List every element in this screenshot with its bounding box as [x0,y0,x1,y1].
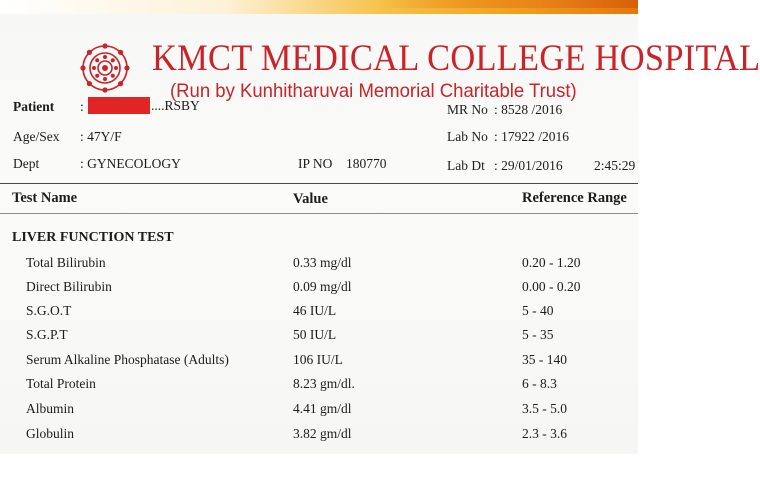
table-row [0,401,638,425]
ip-no-label: IP NO [298,156,333,171]
table-row [0,327,638,351]
test-range: 35 - 140 [522,352,567,367]
test-name: Albumin [26,401,75,416]
section-title: LIVER FUNCTION TEST [12,230,174,245]
mr-no-label: MR No [447,102,488,117]
age-sex-label: Age/Sex [13,129,60,144]
column-header-value: Value [293,191,328,207]
hospital-name: KMCT MEDICAL COLLEGE HOSPITAL [152,38,760,79]
test-value: 4.41 gm/dl [293,401,352,416]
test-name: Globulin [26,426,75,441]
test-value: 3.82 gm/dl [293,426,352,441]
lab-date-value: : 29/01/2016 [494,158,563,173]
table-row [0,352,638,376]
test-name: S.G.P.T [26,327,68,342]
table-row [0,255,638,279]
test-name: Total Bilirubin [26,255,106,270]
test-value: 50 IU/L [293,327,337,342]
lab-no-label: Lab No [447,129,488,144]
test-range: 6 - 8.3 [522,376,557,391]
age-sex-value: : 47Y/F [80,129,122,144]
table-row [0,303,638,327]
test-range: 0.20 - 1.20 [522,255,581,270]
column-header-test-name: Test Name [12,190,78,206]
ip-no-value: 180770 [346,156,387,171]
header-rule-bottom [0,213,638,214]
table-row [0,376,638,400]
test-range: 3.5 - 5.0 [522,401,567,416]
patient-colon: : [80,99,84,114]
dept-label: Dept [13,156,40,171]
test-name: S.G.O.T [26,303,72,318]
test-name: Total Protein [26,376,96,391]
test-range: 0.00 - 0.20 [522,279,581,294]
lab-date-label: Lab Dt [447,158,485,173]
patient-name-suffix: ....RSBY [151,98,200,113]
redacted-patient-name [88,97,150,114]
table-row [0,426,638,450]
test-value: 46 IU/L [293,303,337,318]
lab-time-value: 2:45:29 [594,158,636,173]
lab-no-value: : 17922 /2016 [494,129,570,144]
test-range: 5 - 40 [522,303,554,318]
header-rule-top [0,183,638,184]
test-value: 8.23 gm/dl. [293,376,355,391]
dept-value: : GYNECOLOGY [80,156,181,171]
test-value: 0.33 mg/dl [293,255,352,270]
test-value: 106 IU/L [293,352,343,367]
test-range: 5 - 35 [522,327,554,342]
hospital-logo-icon [80,42,130,94]
test-name: Serum Alkaline Phosphatase (Adults) [26,352,229,367]
column-header-reference-range: Reference Range [522,190,627,206]
mr-no-value: : 8528 /2016 [494,102,563,117]
test-value: 0.09 mg/dl [293,279,352,294]
hospital-subtitle: (Run by Kunhitharuvai Memorial Charitable Trust) [170,80,577,102]
patient-label: Patient [13,99,55,114]
table-row [0,279,638,303]
test-range: 2.3 - 3.6 [522,426,567,441]
test-name: Direct Bilirubin [26,279,112,294]
bottom-margin [0,454,638,478]
top-banner-accent [378,0,638,8]
